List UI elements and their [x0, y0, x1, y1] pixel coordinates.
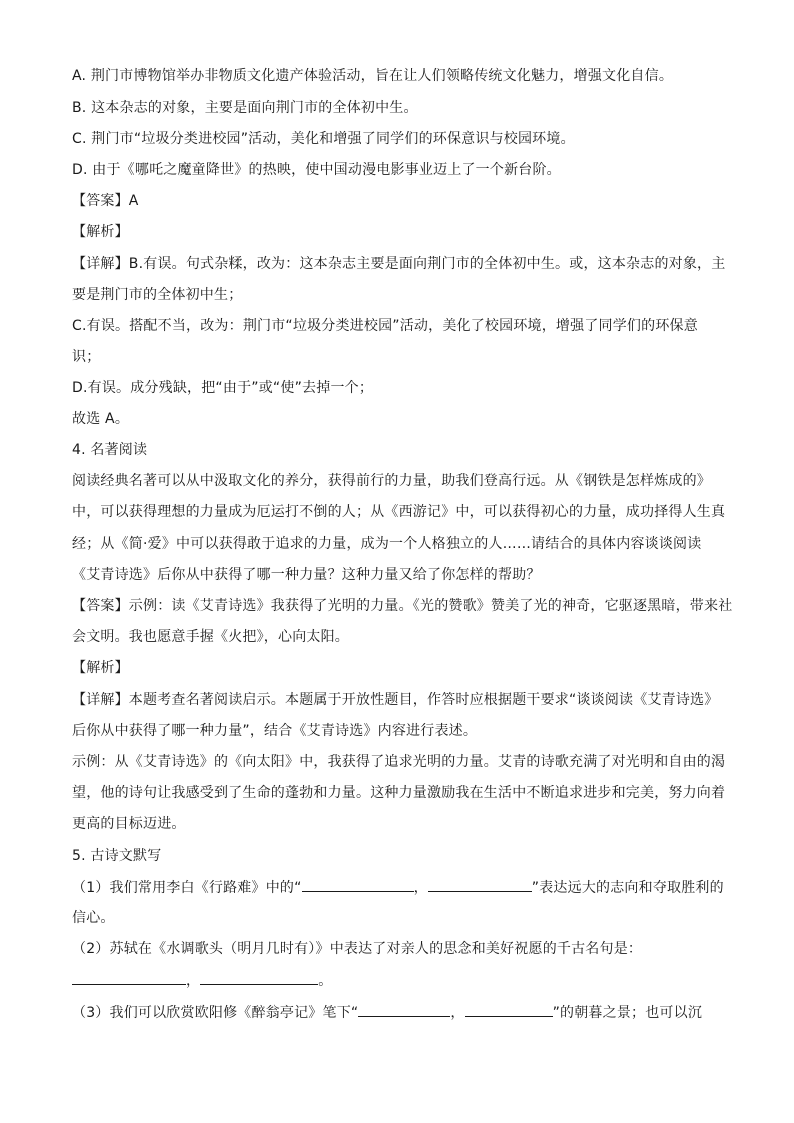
example-line: 示例：从《艾青诗选》的《向太阳》中，我获得了追求光明的力量。艾青的诗歌充满了对光明和自由的渴: [72, 754, 726, 770]
question-4-stem: 《艾青诗选》后你从中获得了哪一种力量？这种力量又给了你怎样的帮助？: [72, 567, 541, 583]
answer-blank[interactable]: [72, 970, 186, 985]
option-a: A. 荆门市博物馆举办非物质文化遗产体验活动，旨在让人们领略传统文化魅力，增强文化自信。: [72, 68, 674, 84]
detail-line: 识；: [72, 349, 101, 365]
option-d: D. 由于《哪吒之魔童降世》的热映，使中国动漫电影事业迈上了一个新台阶。: [72, 162, 561, 178]
example-line: 望，他的诗句让我感受到了生命的蓬勃和力量。这种力量激励我在生活中不断追求进步和完美，努力向着: [72, 785, 726, 801]
answer-blank[interactable]: [465, 1002, 553, 1017]
detail-line: 【详解】本题考查名著阅读启示。本题属于开放性题目，作答时应根据题干要求“谈谈阅读《艾青诗选》: [72, 692, 719, 708]
fill-item-2-blanks: ， 。: [72, 970, 332, 990]
question-4-stem: 经；从《简·爱》中可以获得敢于追求的力量，成为一个人格独立的人……请结合的具体内容谈谈阅读: [72, 536, 702, 552]
detail-line: D.有误。成分残缺，把“由于”或“使”去掉一个；: [72, 380, 374, 396]
answer-line: 【答案】示例：读《艾青诗选》我获得了光明的力量。《光的赞歌》赞美了光的神奇，它驱逐黑暗，带来社: [72, 598, 733, 614]
answer-blank[interactable]: [302, 877, 414, 892]
detail-line: C.有误。搭配不当，改为：荆门市“垃圾分类进校园”活动，美化了校园环境，增强了同学们的环保意: [72, 318, 698, 334]
question-4-stem: 中，可以获得理想的力量成为厄运打不倒的人；从《西游记》中，可以获得初心的力量，成功择得人生真: [72, 504, 726, 520]
answer-label: 【答案】A: [72, 193, 139, 209]
analysis-label: 【解析】: [72, 224, 129, 240]
fill-item-2: （2）苏轼在《水调歌头（明月几时有）》中表达了对亲人的思念和美好祝愿的千古名句是：: [72, 941, 643, 957]
answer-blank[interactable]: [200, 970, 318, 985]
question-5-heading: 5. 古诗文默写: [72, 848, 162, 864]
answer-blank[interactable]: [358, 1002, 450, 1017]
analysis-label: 【解析】: [72, 660, 129, 676]
example-line: 更高的目标迈进。: [72, 816, 186, 832]
fill-item-3: （3）我们可以欣赏欧阳修《醉翁亭记》笔下“ ， ”的朝暮之景；也可以沉: [72, 1002, 702, 1022]
detail-line: 要是荆门市的全体初中生；: [72, 287, 243, 303]
detail-line: 故选 A。: [72, 411, 130, 427]
option-c: C. 荆门市“垃圾分类进校园”活动，美化和增强了同学们的环保意识与校园环境。: [72, 131, 575, 147]
fill-item-1: （1）我们常用李白《行路难》中的“ ， ”表达远大的志向和夺取胜利的: [72, 877, 724, 897]
answer-line: 会文明。我也愿意手握《火把》，心向太阳。: [72, 629, 349, 645]
answer-blank[interactable]: [428, 877, 532, 892]
fill-item-1-cont: 信心。: [72, 910, 115, 926]
question-4-stem: 阅读经典名著可以从中汲取文化的养分，获得前行的力量，助我们登高行远。从《钢铁是怎样炼成的》: [72, 473, 711, 489]
question-4-heading: 4. 名著阅读: [72, 442, 148, 458]
detail-line: 【详解】B.有误。句式杂糅，改为：这本杂志主要是面向荆门市的全体初中生。或，这本杂志的对象，主: [72, 256, 726, 272]
detail-line: 后你从中获得了哪一种力量”，结合《艾青诗选》内容进行表述。: [72, 723, 478, 739]
option-b: B. 这本杂志的对象，主要是面向荆门市的全体初中生。: [72, 100, 418, 116]
